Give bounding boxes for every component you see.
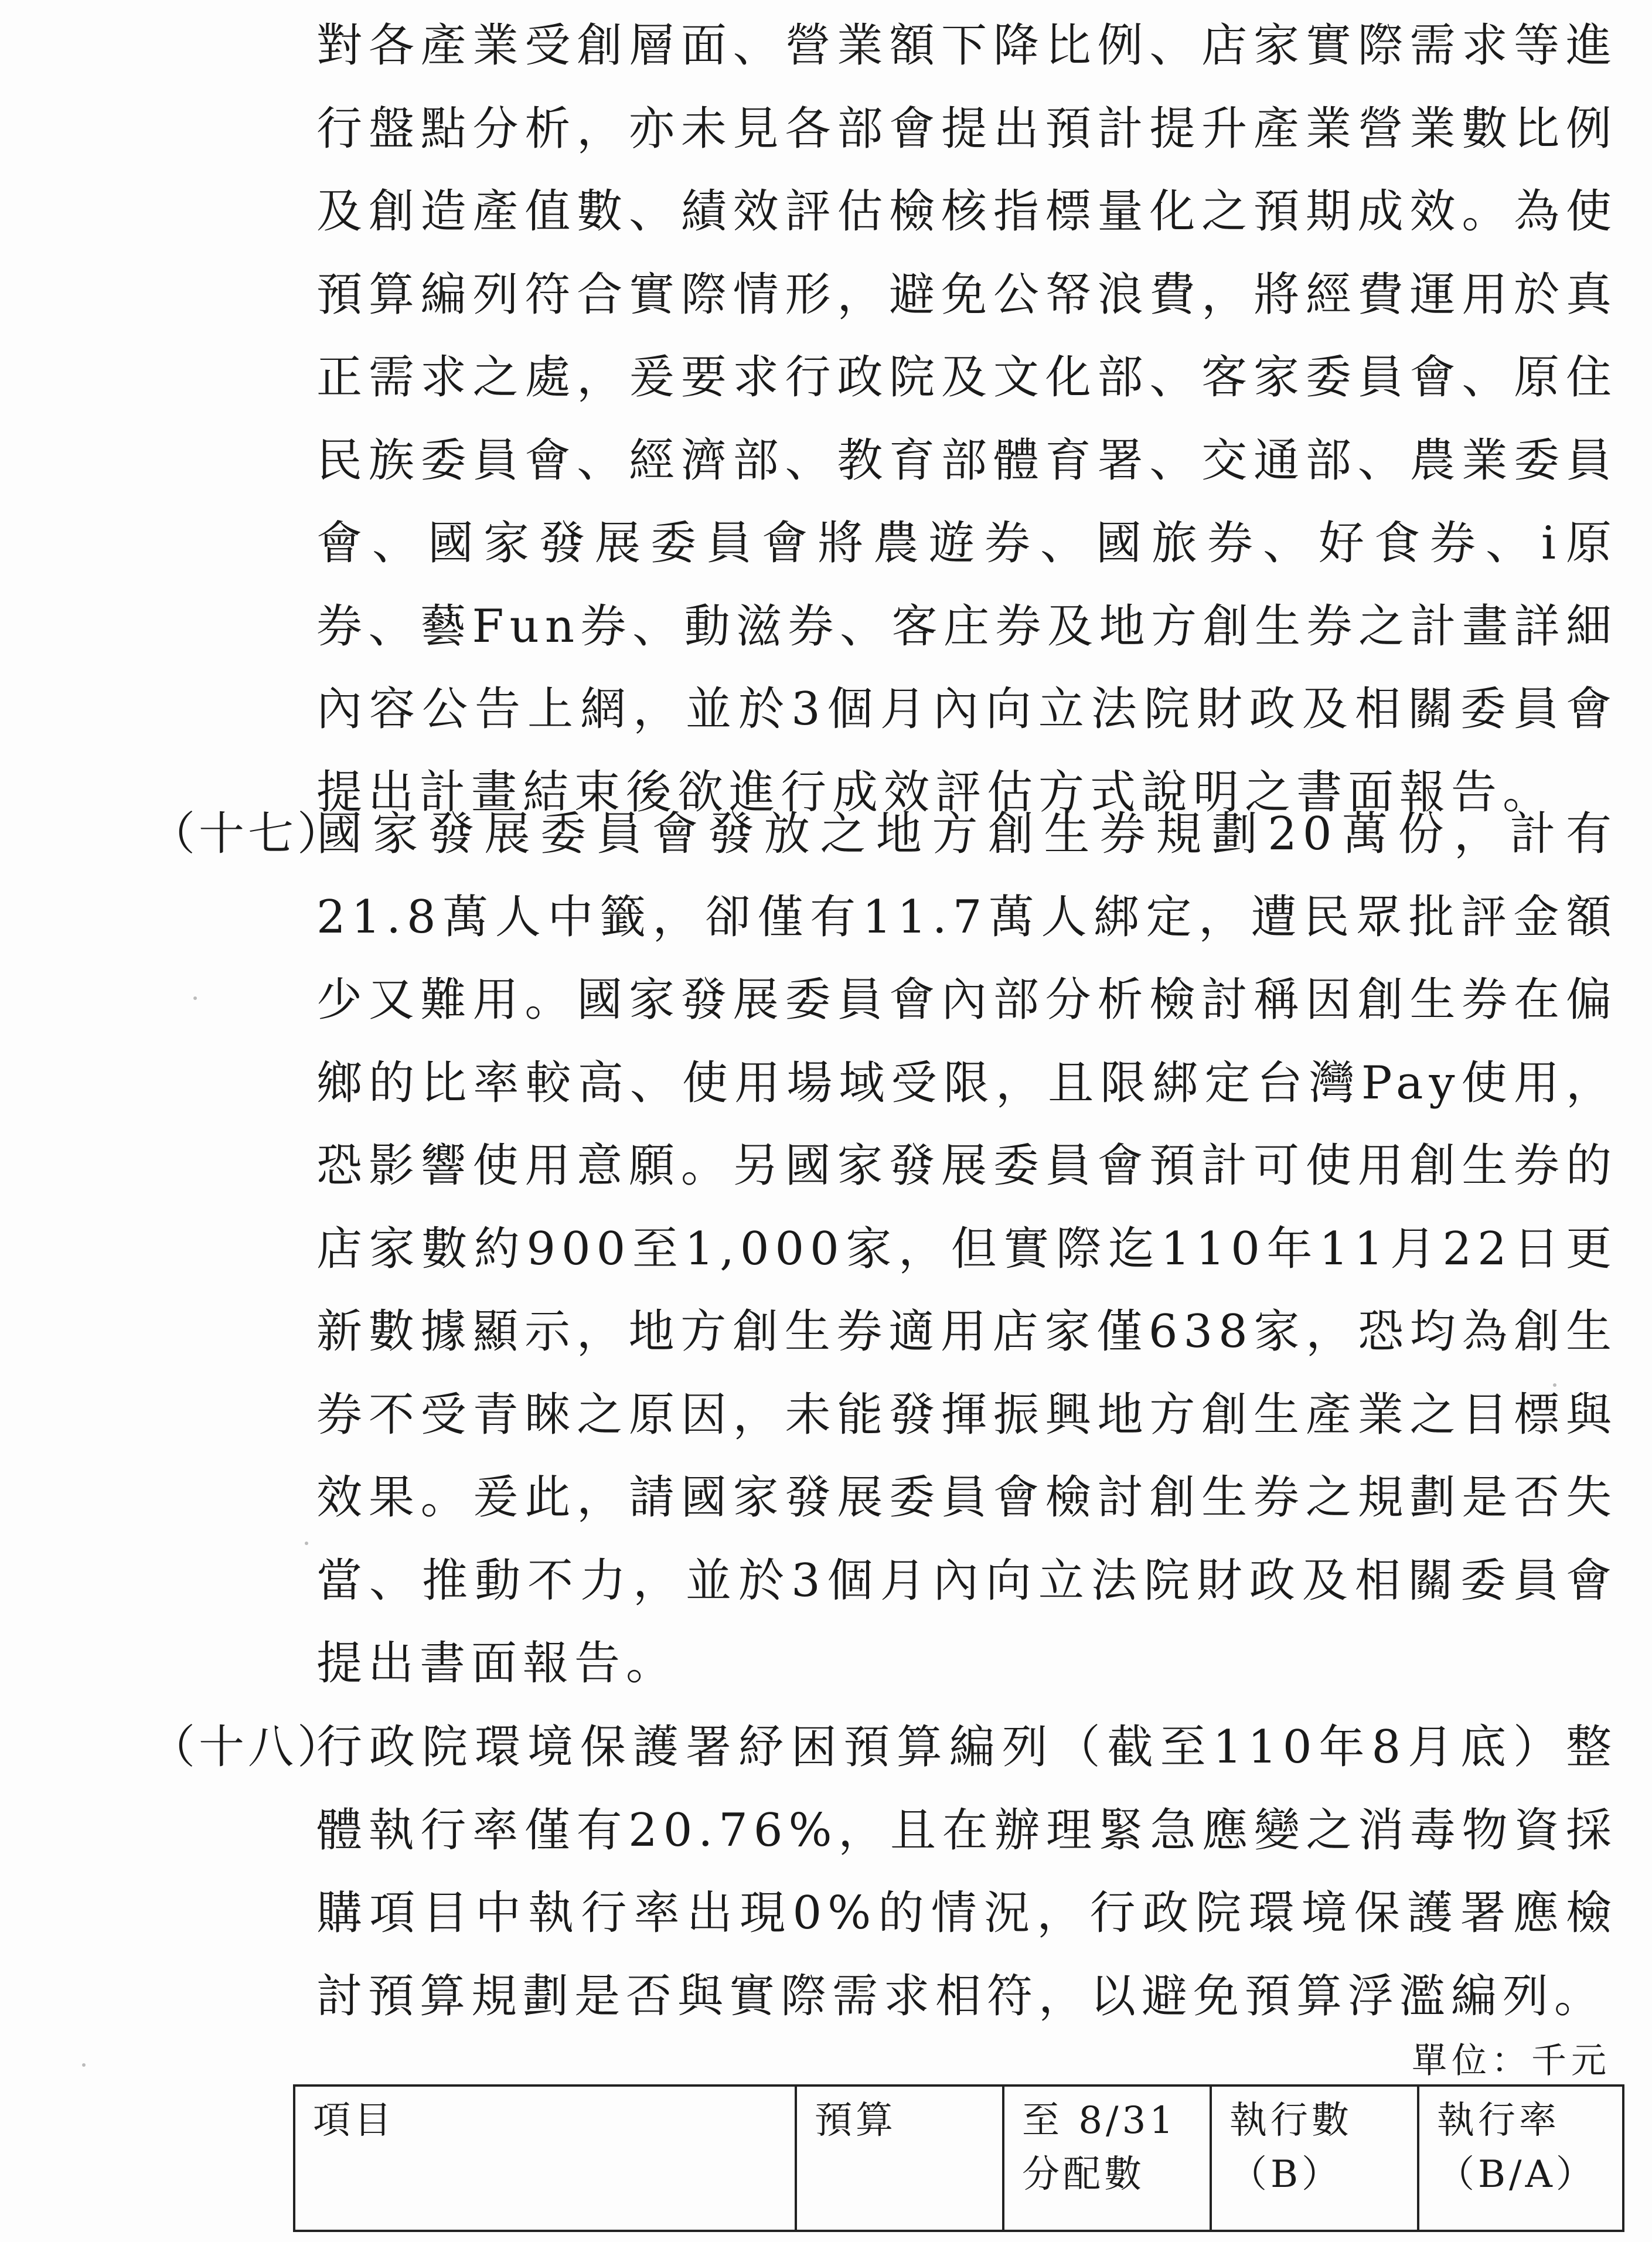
scan-speck (1553, 1383, 1556, 1387)
header-item: 項目 (294, 2085, 796, 2231)
scan-speck (193, 996, 197, 1000)
scan-speck (305, 1542, 308, 1545)
header-executed: 執行數 （B） (1211, 2085, 1418, 2231)
item-17-paragraph: 國家發展委員會發放之地方創生券規劃20萬份，計有21.8萬人中籤，卻僅有11.7萬人綁定，遭民眾批評金額少又難用。國家發展委員會內部分析檢討稱因創生券在偏鄉的比率較高、使用場域受限，且限綁定台灣Pay使用，恐影響使用意願。另國家發展委員會預計可使用創生券的店家數約900至1,000家，但實際迄110年11月22日更新數據顯示，地方創生券適用店家僅638家，恐均為創生券不受青睞之原因，未能發揮振興地方創生產業之目標與效果。爰此，請國家發展委員會檢討創生券之規劃是否失當、推動不力，並於3個月內向立法院財政及相關委員會提出書面報告。 (316, 808, 1617, 1690)
item-18-marker: （十八） (149, 1721, 347, 1774)
table-header-row (294, 2085, 1623, 2231)
intro-paragraph: 對各產業受創層面、營業額下降比例、店家實際需求等進行盤點分析，亦未見各部會提出預計提升產業營業數比例及創造產值數、績效評估檢核指標量化之預期成效。為使預算編列符合實際情形，避免公帑浪費，將經費運用於真正需求之處，爰要求行政院及文化部、客家委員會、原住民族委員會、經濟部、教育部體育署、交通部、農業委員會、國家發展委員會將農遊券、國旅券、好食券、i原券、藝Fun券、動滋券、客庄券及地方創生券之計畫詳細內容公告上網，並於3個月內向立法院財政及相關委員會提出計畫結束後欲進行成效評估方式說明之書面報告。 (316, 19, 1617, 819)
budget-table (293, 2084, 1624, 2232)
scan-speck (82, 2063, 86, 2067)
item-18-paragraph: 行政院環境保護署紓困預算編列（截至110年8月底）整體執行率僅有20.76%，且在辦理緊急應變之消毒物資採購項目中執行率出現0%的情況，行政院環境保護署應檢討預算規劃是否與實際需求相符，以避免預算浮濫編列。 (316, 1721, 1617, 2023)
unit-label: 單位：千元 (1412, 2040, 1611, 2081)
header-execution-rate: 執行率 （B/A） (1418, 2085, 1623, 2231)
header-allocated: 至 8/31 分配數 (1003, 2085, 1211, 2231)
header-budget: 預算 (796, 2085, 1003, 2231)
item-17-marker: （十七） (149, 808, 347, 860)
